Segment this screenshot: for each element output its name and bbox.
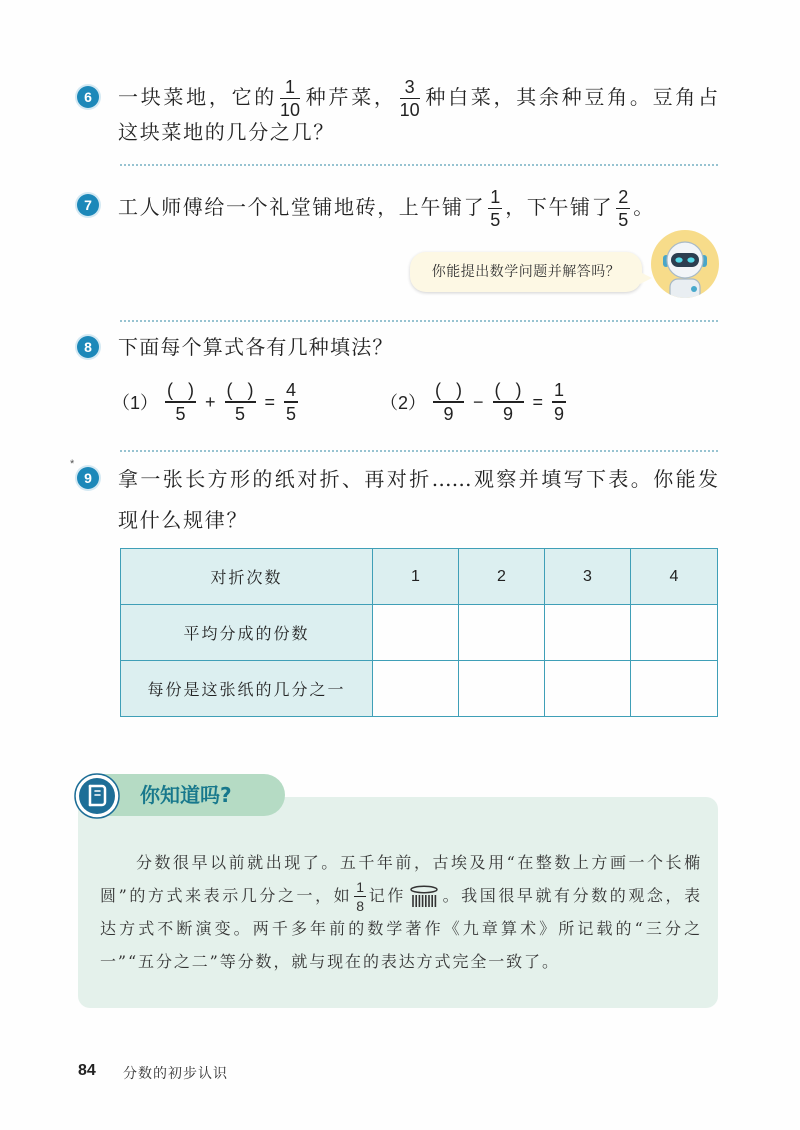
fraction-denominator: 5 bbox=[286, 403, 297, 424]
operator-minus: − bbox=[473, 391, 484, 412]
blank-numerator: ( ) bbox=[167, 380, 195, 401]
fold-count-cell: 1 bbox=[373, 549, 459, 605]
operator-plus: + bbox=[205, 391, 216, 412]
fraction bbox=[616, 188, 630, 230]
problem-number: 9 bbox=[84, 470, 92, 486]
paragraph-line-3: 达方式不断演变。两千多年前的数学著作《九章算术》所记载的“三分之 bbox=[100, 919, 702, 938]
fraction-denominator: 10 bbox=[280, 100, 301, 121]
empty-answer-cell bbox=[545, 661, 631, 717]
blank-numerator: ( ) bbox=[494, 380, 522, 401]
problem-9-line-1: 拿一张长方形的纸对折、再对折……观察并填写下表。你能发 bbox=[118, 467, 718, 491]
fold-count-cell: 2 bbox=[459, 549, 545, 605]
fraction-numerator: 1 bbox=[490, 186, 501, 207]
blank-fraction bbox=[165, 381, 196, 423]
problem-text: 。 bbox=[633, 195, 655, 219]
equals-sign: = bbox=[532, 391, 544, 412]
fraction-numerator: 2 bbox=[618, 186, 629, 207]
problem-number: 6 bbox=[84, 89, 92, 105]
empty-answer-cell bbox=[459, 661, 545, 717]
problem-number: 7 bbox=[84, 197, 92, 213]
table-header-label: 对折次数 bbox=[121, 549, 373, 605]
blank-fraction bbox=[433, 381, 464, 423]
paragraph-text: 记作 bbox=[368, 886, 406, 905]
optional-marker: * bbox=[70, 458, 75, 470]
fraction-denominator: 5 bbox=[618, 210, 629, 231]
problem-8-question: 下面每个算式各有几种填法？ bbox=[118, 335, 394, 359]
page-number: 84 bbox=[78, 1062, 96, 1079]
fraction-numerator: 1 bbox=[356, 878, 365, 895]
paragraph-text: 。我国很早就有分数的观念，表 bbox=[441, 886, 702, 905]
fraction-numerator: 3 bbox=[404, 76, 415, 97]
fraction-denominator: 9 bbox=[554, 403, 565, 424]
problem-text: 一块菜地，它的 bbox=[118, 85, 278, 109]
row-label: 每份是这张纸的几分之一 bbox=[121, 661, 373, 717]
blank-numerator: ( ) bbox=[435, 380, 463, 401]
row-label: 平均分成的份数 bbox=[121, 605, 373, 661]
fraction-numerator: 4 bbox=[286, 380, 297, 401]
egyptian-one-eighth-glyph-icon bbox=[409, 885, 439, 909]
empty-answer-cell bbox=[373, 605, 459, 661]
blank-numerator: ( ) bbox=[226, 380, 254, 401]
fraction-denominator: 9 bbox=[443, 403, 454, 424]
table-row bbox=[121, 605, 718, 661]
table-row bbox=[121, 661, 718, 717]
problem-text: ，下午铺了 bbox=[505, 195, 614, 219]
fraction bbox=[400, 78, 420, 120]
equation-1 bbox=[112, 377, 301, 427]
equation-label: （2） bbox=[380, 393, 427, 413]
problem-7-badge bbox=[77, 194, 99, 216]
problem-6-badge bbox=[77, 86, 99, 108]
equation-label: （1） bbox=[112, 393, 159, 413]
fraction-denominator: 5 bbox=[175, 403, 186, 424]
folding-table bbox=[120, 548, 718, 717]
problem-text: 种白菜，其余种豆角。豆角占 bbox=[422, 85, 719, 109]
fraction bbox=[488, 188, 502, 230]
problem-number: 8 bbox=[84, 339, 92, 355]
fold-count-cell: 3 bbox=[545, 549, 631, 605]
empty-answer-cell bbox=[631, 661, 718, 717]
dotted-divider bbox=[120, 164, 718, 166]
equals-sign: = bbox=[264, 391, 276, 412]
empty-answer-cell bbox=[545, 605, 631, 661]
empty-answer-cell bbox=[373, 661, 459, 717]
paragraph-line-4: 一”“五分之二”等分数，就与现在的表达方式完全一致了。 bbox=[100, 952, 560, 971]
problem-text: 工人师傅给一个礼堂铺地砖，上午铺了 bbox=[118, 195, 486, 219]
result-fraction bbox=[552, 381, 566, 423]
paragraph-text: 圆”的方式来表示几分之一，如 bbox=[100, 886, 353, 905]
empty-answer-cell bbox=[459, 605, 545, 661]
fraction-numerator: 1 bbox=[285, 76, 296, 97]
speech-bubble: 你能提出数学问题并解答吗？ bbox=[410, 252, 642, 292]
chapter-title: 分数的初步认识 bbox=[123, 1066, 228, 1082]
blank-fraction bbox=[225, 381, 256, 423]
result-fraction bbox=[284, 381, 298, 423]
fold-count-cell: 4 bbox=[631, 549, 718, 605]
fraction-denominator: 10 bbox=[399, 100, 420, 121]
dotted-divider bbox=[120, 320, 718, 322]
book-icon bbox=[74, 773, 120, 819]
fraction-numerator: 1 bbox=[554, 380, 565, 401]
fraction-denominator: 9 bbox=[503, 403, 514, 424]
problem-6-line-2: 这块菜地的几分之几？ bbox=[118, 120, 335, 144]
problem-text: 种芹菜， bbox=[303, 85, 397, 109]
fraction-denominator: 5 bbox=[490, 210, 501, 231]
fraction-denominator: 8 bbox=[356, 898, 365, 915]
problem-9-line-2: 现什么规律？ bbox=[118, 508, 249, 532]
did-you-know-title: 你知道吗? bbox=[140, 783, 232, 807]
dotted-divider bbox=[120, 450, 718, 452]
problem-9-badge bbox=[77, 467, 99, 489]
paragraph-line-1: 分数很早以前就出现了。五千年前，古埃及用“在整数上方画一个长椭 bbox=[136, 853, 702, 872]
empty-answer-cell bbox=[631, 605, 718, 661]
fraction-denominator: 5 bbox=[235, 403, 246, 424]
fraction bbox=[354, 880, 366, 914]
blank-fraction bbox=[493, 381, 524, 423]
equation-2 bbox=[380, 377, 569, 427]
robot-avatar-icon bbox=[650, 229, 720, 299]
table-header-row bbox=[121, 549, 718, 605]
paragraph-line-2 bbox=[100, 878, 702, 915]
problem-7-line bbox=[118, 185, 655, 229]
problem-8-badge bbox=[77, 336, 99, 358]
